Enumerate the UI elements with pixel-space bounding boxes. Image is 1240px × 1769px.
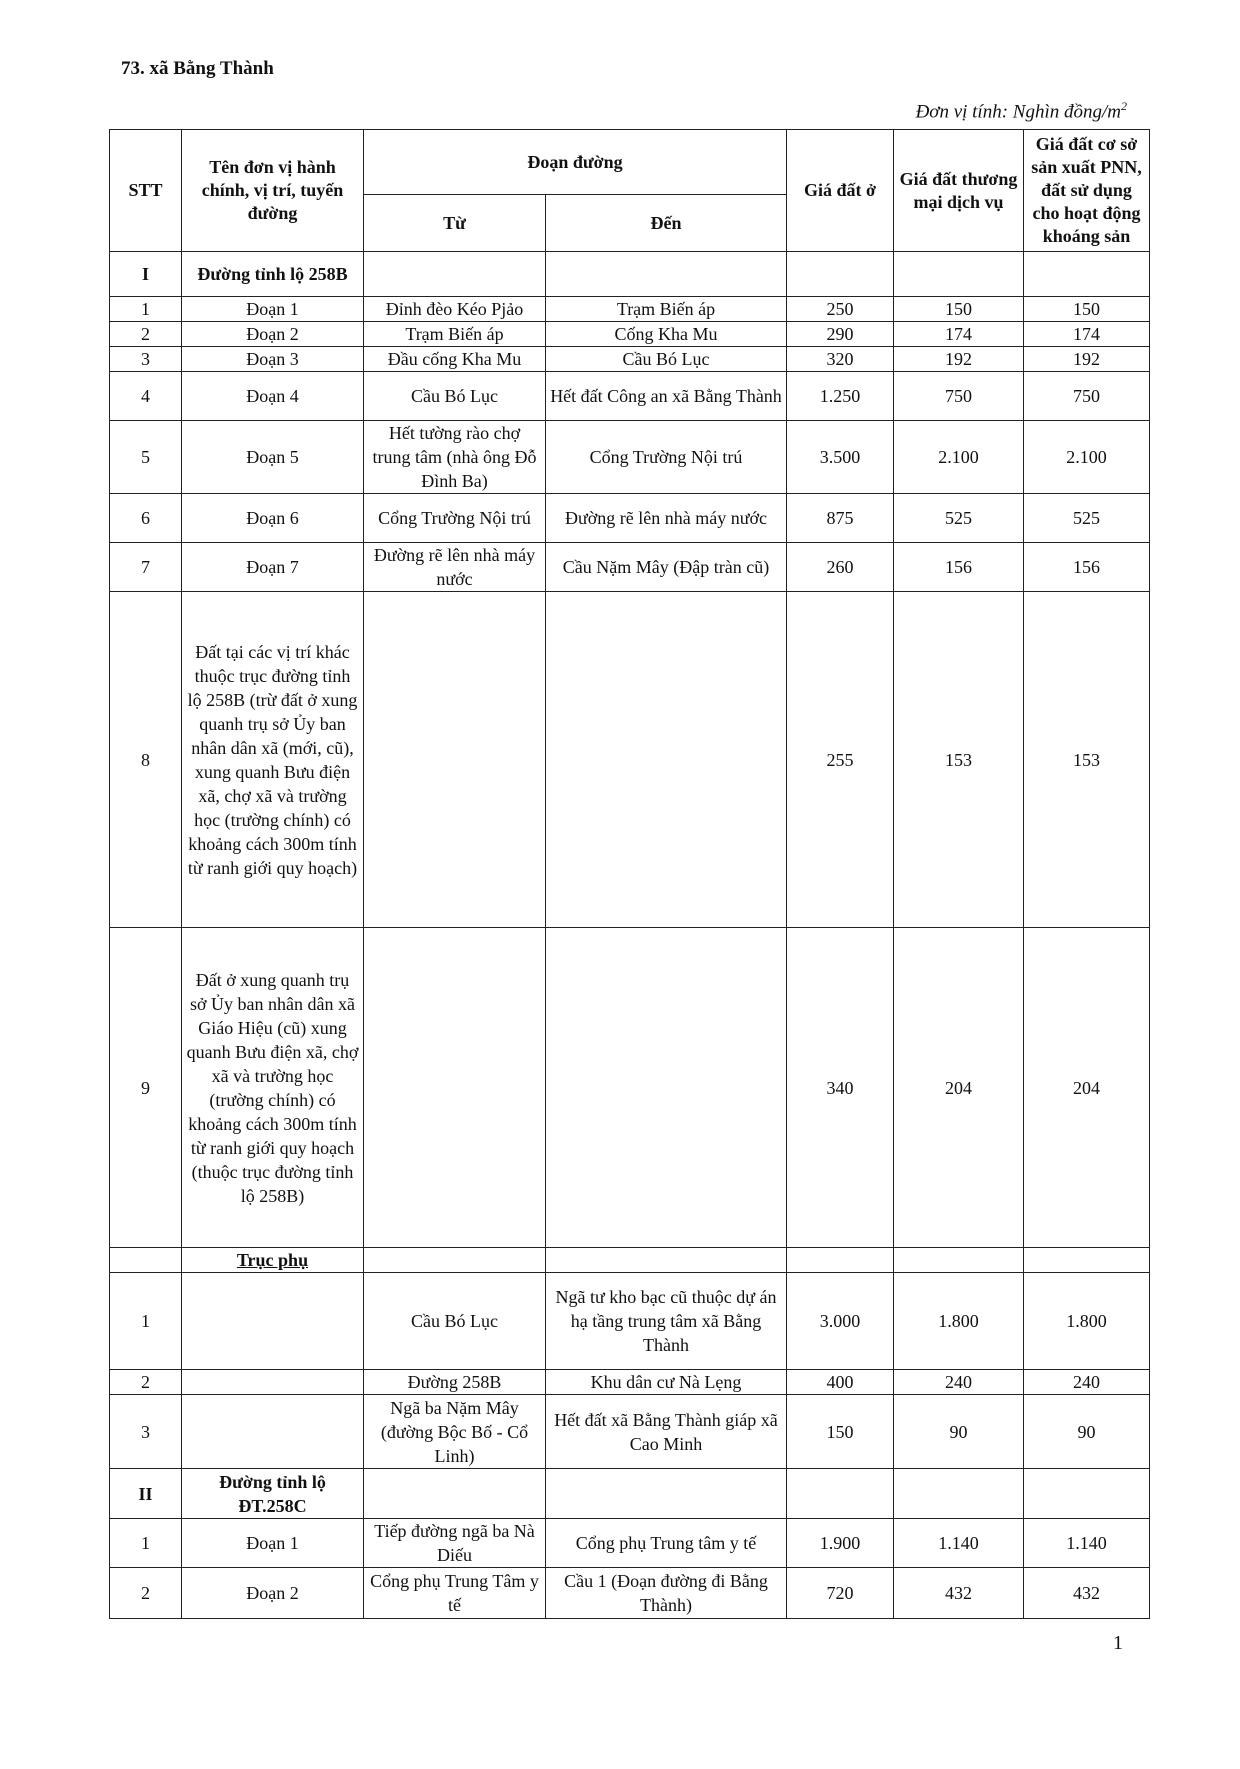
table-row	[110, 1469, 1150, 1519]
table-row	[110, 1568, 1150, 1619]
cell-name: Đoạn 5	[182, 421, 364, 494]
cell-price-production: 525	[1024, 494, 1150, 543]
cell-stt: 9	[110, 928, 182, 1248]
cell-name: Đoạn 3	[182, 347, 364, 372]
cell-to	[546, 252, 787, 297]
cell-price-residential: 340	[787, 928, 894, 1248]
cell-price-residential	[787, 252, 894, 297]
cell-name: Đất ở xung quanh trụ sở Ủy ban nhân dân xã Giáo Hiệu (cũ) xung quanh Bưu điện xã, chợ xã và trường học (trường chính) có khoảng cách 300m tính từ ranh giới quy hoạch (thuộc trục đường tỉnh lộ 258B)	[182, 928, 364, 1248]
cell-from	[364, 252, 546, 297]
cell-to: Ngã tư kho bạc cũ thuộc dự án hạ tầng trung tâm xã Bằng Thành	[546, 1273, 787, 1370]
cell-price-commercial: 156	[894, 543, 1024, 592]
cell-name: Đất tại các vị trí khác thuộc trục đường tỉnh lộ 258B (trừ đất ở xung quanh trụ sở Ủy ban nhân dân xã (mới, cũ), xung quanh Bưu điện xã, chợ xã và trường học (trường chính) có khoảng cách 300m tính từ ranh giới quy hoạch)	[182, 592, 364, 928]
cell-name: Đoạn 2	[182, 1568, 364, 1619]
table-row	[110, 421, 1150, 494]
table-row	[110, 297, 1150, 322]
cell-stt: 6	[110, 494, 182, 543]
table-row	[110, 592, 1150, 928]
cell-name: Đoạn 6	[182, 494, 364, 543]
cell-stt: 1	[110, 1273, 182, 1370]
cell-price-production: 153	[1024, 592, 1150, 928]
cell-from: Cầu Bó Lục	[364, 1273, 546, 1370]
table-row	[110, 1273, 1150, 1370]
cell-price-commercial: 150	[894, 297, 1024, 322]
cell-price-residential: 720	[787, 1568, 894, 1619]
cell-from: Cổng Trường Nội trú	[364, 494, 546, 543]
cell-stt: 3	[110, 347, 182, 372]
cell-name: Đoạn 7	[182, 543, 364, 592]
unit-note-superscript: 2	[1121, 99, 1127, 113]
cell-price-production: 204	[1024, 928, 1150, 1248]
cell-from: Hết tường rào chợ trung tâm (nhà ông Đỗ Đình Ba)	[364, 421, 546, 494]
cell-name: Đường tỉnh lộ ĐT.258C	[182, 1469, 364, 1519]
cell-price-production	[1024, 1248, 1150, 1273]
cell-price-residential: 320	[787, 347, 894, 372]
cell-from	[364, 1248, 546, 1273]
cell-price-commercial: 525	[894, 494, 1024, 543]
table-row	[110, 543, 1150, 592]
cell-price-residential: 290	[787, 322, 894, 347]
header-stt: STT	[110, 130, 182, 252]
unit-note	[916, 99, 1127, 123]
cell-to: Đường rẽ lên nhà máy nước	[546, 494, 787, 543]
cell-from: Trạm Biến áp	[364, 322, 546, 347]
cell-stt: 8	[110, 592, 182, 928]
cell-price-residential: 875	[787, 494, 894, 543]
cell-stt: 5	[110, 421, 182, 494]
table-row	[110, 1519, 1150, 1568]
cell-price-commercial: 153	[894, 592, 1024, 928]
cell-price-residential	[787, 1248, 894, 1273]
cell-price-production: 240	[1024, 1370, 1150, 1395]
cell-from	[364, 1469, 546, 1519]
cell-to	[546, 928, 787, 1248]
cell-price-production: 750	[1024, 372, 1150, 421]
cell-price-residential: 1.250	[787, 372, 894, 421]
cell-price-production: 1.140	[1024, 1519, 1150, 1568]
unit-note-text: Đơn vị tính: Nghìn đồng/m	[915, 101, 1121, 123]
cell-from	[364, 928, 546, 1248]
table-row	[110, 494, 1150, 543]
cell-to: Trạm Biến áp	[546, 297, 787, 322]
cell-price-commercial: 1.140	[894, 1519, 1024, 1568]
header-price-commercial: Giá đất thương mại dịch vụ	[894, 130, 1024, 252]
header-name: Tên đơn vị hành chính, vị trí, tuyến đường	[182, 130, 364, 252]
cell-price-residential: 260	[787, 543, 894, 592]
cell-from: Cổng phụ Trung Tâm y tế	[364, 1568, 546, 1619]
cell-price-commercial: 432	[894, 1568, 1024, 1619]
cell-to: Hết đất Công an xã Bằng Thành	[546, 372, 787, 421]
cell-price-production: 432	[1024, 1568, 1150, 1619]
cell-price-commercial: 2.100	[894, 421, 1024, 494]
cell-from: Đầu cống Kha Mu	[364, 347, 546, 372]
cell-price-commercial: 174	[894, 322, 1024, 347]
cell-price-commercial: 240	[894, 1370, 1024, 1395]
cell-price-residential: 150	[787, 1395, 894, 1469]
cell-name: Đoạn 4	[182, 372, 364, 421]
table-row	[110, 928, 1150, 1248]
cell-to: Cầu 1 (Đoạn đường đi Bằng Thành)	[546, 1568, 787, 1619]
cell-stt: II	[110, 1469, 182, 1519]
cell-to: Cầu Bó Lục	[546, 347, 787, 372]
cell-price-production	[1024, 252, 1150, 297]
table-row	[110, 347, 1150, 372]
cell-from: Đỉnh đèo Kéo Pjảo	[364, 297, 546, 322]
cell-name	[182, 1273, 364, 1370]
page-number: 1	[1113, 1632, 1123, 1654]
cell-price-residential: 400	[787, 1370, 894, 1395]
cell-to: Cổng Trường Nội trú	[546, 421, 787, 494]
cell-price-residential: 3.000	[787, 1273, 894, 1370]
cell-price-production: 2.100	[1024, 421, 1150, 494]
cell-price-production: 90	[1024, 1395, 1150, 1469]
cell-to	[546, 1248, 787, 1273]
cell-to	[546, 1469, 787, 1519]
cell-price-commercial: 90	[894, 1395, 1024, 1469]
cell-price-production: 174	[1024, 322, 1150, 347]
land-price-table	[109, 129, 1150, 1619]
cell-name: Đoạn 2	[182, 322, 364, 347]
cell-price-commercial: 1.800	[894, 1273, 1024, 1370]
header-price-production: Giá đất cơ sở sản xuất PNN, đất sử dụng cho hoạt động khoáng sản	[1024, 130, 1150, 252]
table-row	[110, 1370, 1150, 1395]
cell-price-commercial	[894, 1469, 1024, 1519]
cell-to: Cổng phụ Trung tâm y tế	[546, 1519, 787, 1568]
cell-stt	[110, 1248, 182, 1273]
table-row	[110, 322, 1150, 347]
cell-stt: 2	[110, 1370, 182, 1395]
cell-to: Cống Kha Mu	[546, 322, 787, 347]
cell-price-commercial	[894, 252, 1024, 297]
cell-price-residential: 250	[787, 297, 894, 322]
cell-price-production: 1.800	[1024, 1273, 1150, 1370]
cell-to	[546, 592, 787, 928]
cell-price-residential: 1.900	[787, 1519, 894, 1568]
cell-price-residential	[787, 1469, 894, 1519]
cell-price-commercial: 750	[894, 372, 1024, 421]
cell-to: Khu dân cư Nà Lẹng	[546, 1370, 787, 1395]
cell-from: Đường rẽ lên nhà máy nước	[364, 543, 546, 592]
cell-from: Tiếp đường ngã ba Nà Diếu	[364, 1519, 546, 1568]
cell-price-production	[1024, 1469, 1150, 1519]
cell-from	[364, 592, 546, 928]
cell-to: Cầu Nặm Mây (Đập tràn cũ)	[546, 543, 787, 592]
cell-name: Đoạn 1	[182, 1519, 364, 1568]
cell-stt: 4	[110, 372, 182, 421]
header-price-residential: Giá đất ở	[787, 130, 894, 252]
cell-to: Hết đất xã Bằng Thành giáp xã Cao Minh	[546, 1395, 787, 1469]
table-row	[110, 1395, 1150, 1469]
cell-name: Đoạn 1	[182, 297, 364, 322]
header-to: Đến	[546, 195, 787, 252]
table-row	[110, 1248, 1150, 1273]
header-from: Từ	[364, 195, 546, 252]
cell-name	[182, 1370, 364, 1395]
cell-stt: 1	[110, 297, 182, 322]
cell-name: Trục phụ	[182, 1248, 364, 1273]
cell-stt: 2	[110, 322, 182, 347]
table-row	[110, 372, 1150, 421]
cell-price-production: 150	[1024, 297, 1150, 322]
cell-name	[182, 1395, 364, 1469]
document-title: 73. xã Bằng Thành	[121, 58, 274, 79]
cell-price-residential: 255	[787, 592, 894, 928]
cell-price-commercial	[894, 1248, 1024, 1273]
cell-stt: 1	[110, 1519, 182, 1568]
cell-from: Cầu Bó Lục	[364, 372, 546, 421]
cell-price-commercial: 204	[894, 928, 1024, 1248]
cell-stt: 7	[110, 543, 182, 592]
cell-price-production: 156	[1024, 543, 1150, 592]
cell-stt: 3	[110, 1395, 182, 1469]
cell-price-commercial: 192	[894, 347, 1024, 372]
cell-stt: I	[110, 252, 182, 297]
cell-price-residential: 3.500	[787, 421, 894, 494]
header-segment: Đoạn đường	[364, 130, 787, 195]
cell-price-production: 192	[1024, 347, 1150, 372]
cell-from: Đường 258B	[364, 1370, 546, 1395]
cell-from: Ngã ba Nặm Mây (đường Bộc Bố - Cổ Linh)	[364, 1395, 546, 1469]
cell-stt: 2	[110, 1568, 182, 1619]
table-row	[110, 252, 1150, 297]
cell-name: Đường tỉnh lộ 258B	[182, 252, 364, 297]
